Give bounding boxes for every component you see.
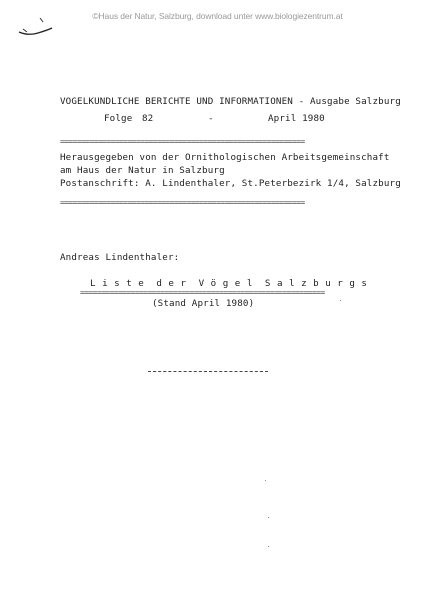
handwritten-mark-icon — [18, 12, 54, 40]
publisher-line-2: am Haus der Natur in Salzburg — [60, 165, 225, 176]
watermark-text: ©Haus der Natur, Salzburg, download unter www.biologiezentrum.at — [92, 11, 343, 21]
author-name: Andreas Lindenthaler: — [60, 252, 180, 263]
divider-rule-bottom: ========================================================== — [60, 199, 305, 207]
scan-speck — [268, 517, 269, 518]
folge-number: 82 — [142, 113, 154, 124]
scan-speck — [340, 300, 341, 301]
folge-label: Folge — [104, 113, 133, 124]
publication-title: VOGELKUNDLICHE BERICHTE UND INFORMATIONEN - Ausgabe Salzburg — [60, 96, 401, 107]
scan-speck — [265, 480, 266, 481]
scan-speck — [268, 546, 269, 547]
divider-rule-top: ========================================================== — [60, 138, 305, 146]
stand-note: (Stand April 1980) — [152, 298, 255, 309]
header-dash: - — [208, 113, 214, 124]
issue-date: April 1980 — [268, 113, 325, 124]
title-underline: ========================================================== — [80, 289, 325, 297]
publisher-line-1: Herausgegeben von der Ornithologischen Arbeitsgemeinschaft — [60, 152, 390, 163]
postal-address: Postanschrift: A. Lindenthaler, St.Peterbezirk 1/4, Salzburg — [60, 178, 401, 189]
separator-dashes — [148, 371, 268, 372]
document-title: L i s t e d e r V ö g e l S a l z b u r g s — [90, 278, 368, 289]
